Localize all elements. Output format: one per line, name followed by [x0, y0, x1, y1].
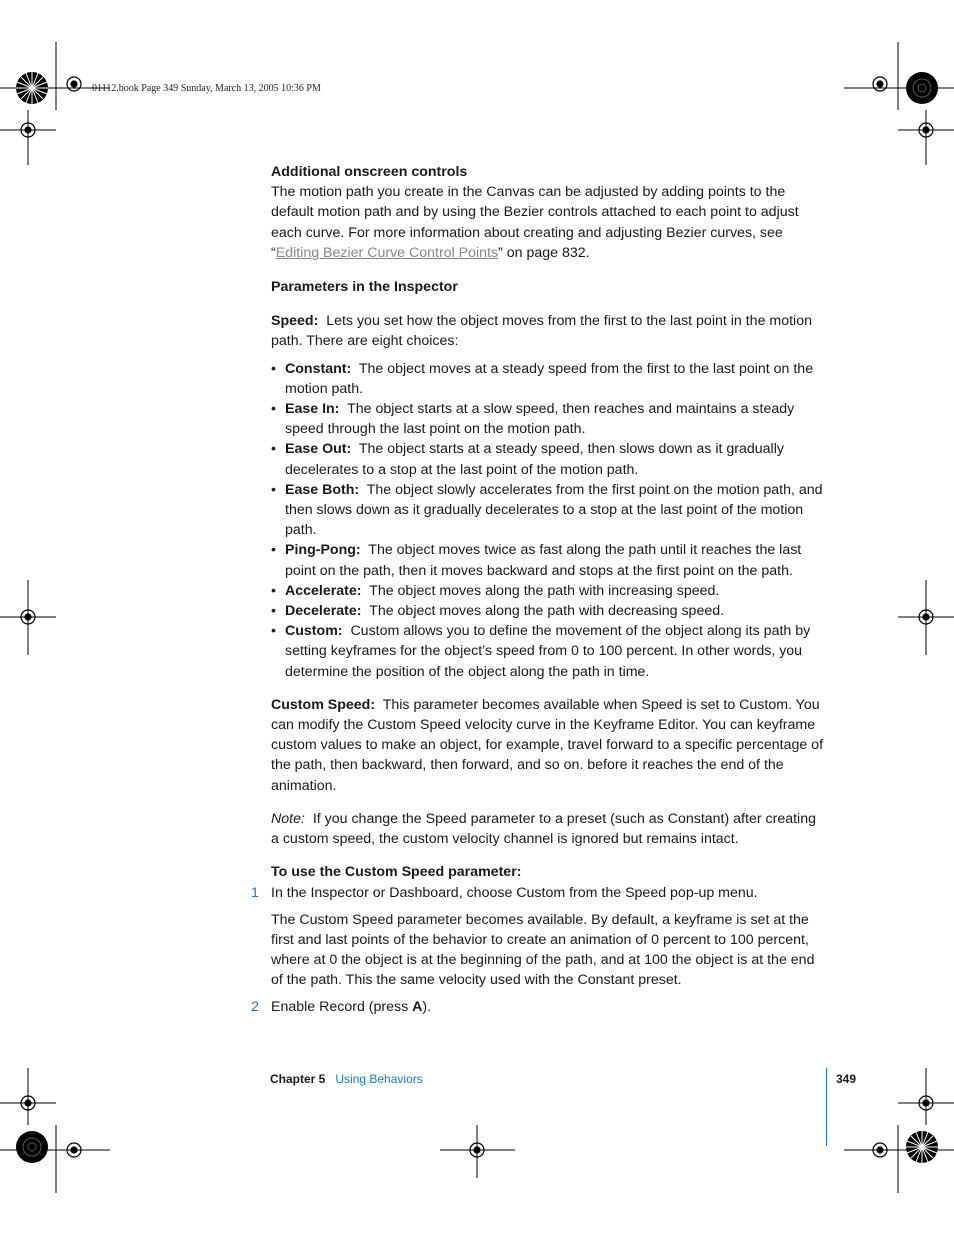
additional-text-pre: The motion path you create in the Canvas can be adjusted by adding points to the default motion path and by using the Bezier controls attached to each point to adjust each curve. For more information about creating and adjusting Bezier curves, see “	[271, 184, 799, 261]
choice-text: The object moves along the path with decreasing speed.	[369, 603, 725, 620]
step-1-result: The Custom Speed parameter becomes available. By default, a keyframe is set at the first and last points of the behavior to create an animation of 0 percent to 100 percent, where at 0 the object is at the beginning of the path, and at 100 the object is at the end of the path. This the same velocity used with the Constant preset.	[271, 911, 815, 989]
note-text: If you change the Speed parameter to a preset (such as Constant) after creating a custom speed, the custom velocity channel is ignored but remains intact.	[271, 810, 816, 848]
choice-label: Accelerate:	[285, 582, 362, 599]
choice-text: The object starts at a steady speed, then slows down as it gradually decelerates to a stop at the last point of the motion path.	[285, 441, 784, 478]
list-item	[271, 480, 827, 541]
additional-paragraph	[271, 182, 827, 263]
additional-text-post: ” on page 832.	[498, 244, 590, 261]
choice-label: Ease In:	[285, 401, 340, 418]
choice-text: The object moves twice as fast along the path until it reaches the last point on the path, then it moves backward and stops at the first point on the path.	[285, 542, 802, 579]
procedure-step-1	[251, 883, 827, 903]
section-heading-additional: Additional onscreen controls	[271, 164, 468, 180]
chapter-label: Chapter 5	[270, 1072, 326, 1086]
page-content	[251, 162, 827, 1017]
choice-label: Custom:	[285, 623, 343, 640]
list-item	[271, 399, 827, 439]
footer-chapter	[270, 1072, 423, 1086]
speed-choices-list	[271, 359, 827, 682]
choice-label: Ease Both:	[285, 481, 360, 498]
choice-label: Decelerate:	[285, 603, 362, 620]
list-item	[271, 439, 827, 479]
choice-text: The object moves along the path with increasing speed.	[369, 582, 720, 599]
choice-text: Custom allows you to define the movement of the object along its path by setting keyframes for the object’s speed from 0 to 100 percent. In other words, you determine the position of the object along the path in time.	[285, 623, 811, 680]
procedure-heading: To use the Custom Speed parameter:	[271, 864, 522, 881]
choice-text: The object moves at a steady speed from the first to the last point on the motion path.	[285, 360, 814, 397]
list-item	[271, 359, 827, 399]
choice-label: Constant:	[285, 360, 352, 377]
page-number: 349	[836, 1072, 857, 1086]
section-heading-parameters: Parameters in the Inspector	[271, 279, 458, 296]
speed-paragraph	[271, 311, 827, 351]
print-header: 01112.book Page 349 Sunday, March 13, 2005 10:36 PM	[92, 83, 321, 94]
custom-speed-text: This parameter becomes available when Speed is set to Custom. You can modify the Custom Speed velocity curve in the Keyframe Editor. You can keyframe custom values to make an object, for example, travel forward to a specific percentage of the path, then backward, then forward, and so on. before it reaches the end of the animation.	[271, 696, 824, 794]
choice-label: Ping-Pong:	[285, 542, 361, 559]
note-paragraph	[271, 809, 827, 849]
step-number: 2	[251, 998, 259, 1015]
step-number: 1	[251, 884, 259, 901]
speed-text: Lets you set how the object moves from the first to the last point in the motion path. There are eight choices:	[271, 313, 812, 350]
key-label: A	[412, 998, 423, 1015]
list-item	[271, 601, 827, 621]
list-item	[271, 621, 827, 682]
choice-text: The object starts at a slow speed, then reaches and maintains a steady speed through the last point on the motion path.	[285, 401, 795, 438]
custom-speed-paragraph	[271, 695, 827, 796]
choice-text: The object slowly accelerates from the first point on the motion path, and then slows down as it gradually decelerates to a stop at the last point of the motion path.	[285, 481, 823, 539]
bezier-cross-reference-link[interactable]: Editing Bezier Curve Control Points	[275, 244, 499, 261]
list-item	[271, 540, 827, 580]
choice-label: Ease Out:	[285, 441, 352, 458]
list-item	[271, 581, 827, 601]
chapter-title-link[interactable]: Using Behaviors	[335, 1072, 423, 1086]
step-text-pre: Enable Record (press	[271, 998, 413, 1015]
procedure-step-2	[251, 997, 827, 1017]
step-text-post: ).	[422, 998, 432, 1015]
footer-divider	[826, 1068, 827, 1146]
speed-label: Speed:	[271, 313, 319, 330]
step-text: In the Inspector or Dashboard, choose Custom from the Speed pop-up menu.	[271, 884, 758, 901]
custom-speed-label: Custom Speed:	[271, 696, 376, 713]
note-label: Note:	[271, 810, 305, 827]
